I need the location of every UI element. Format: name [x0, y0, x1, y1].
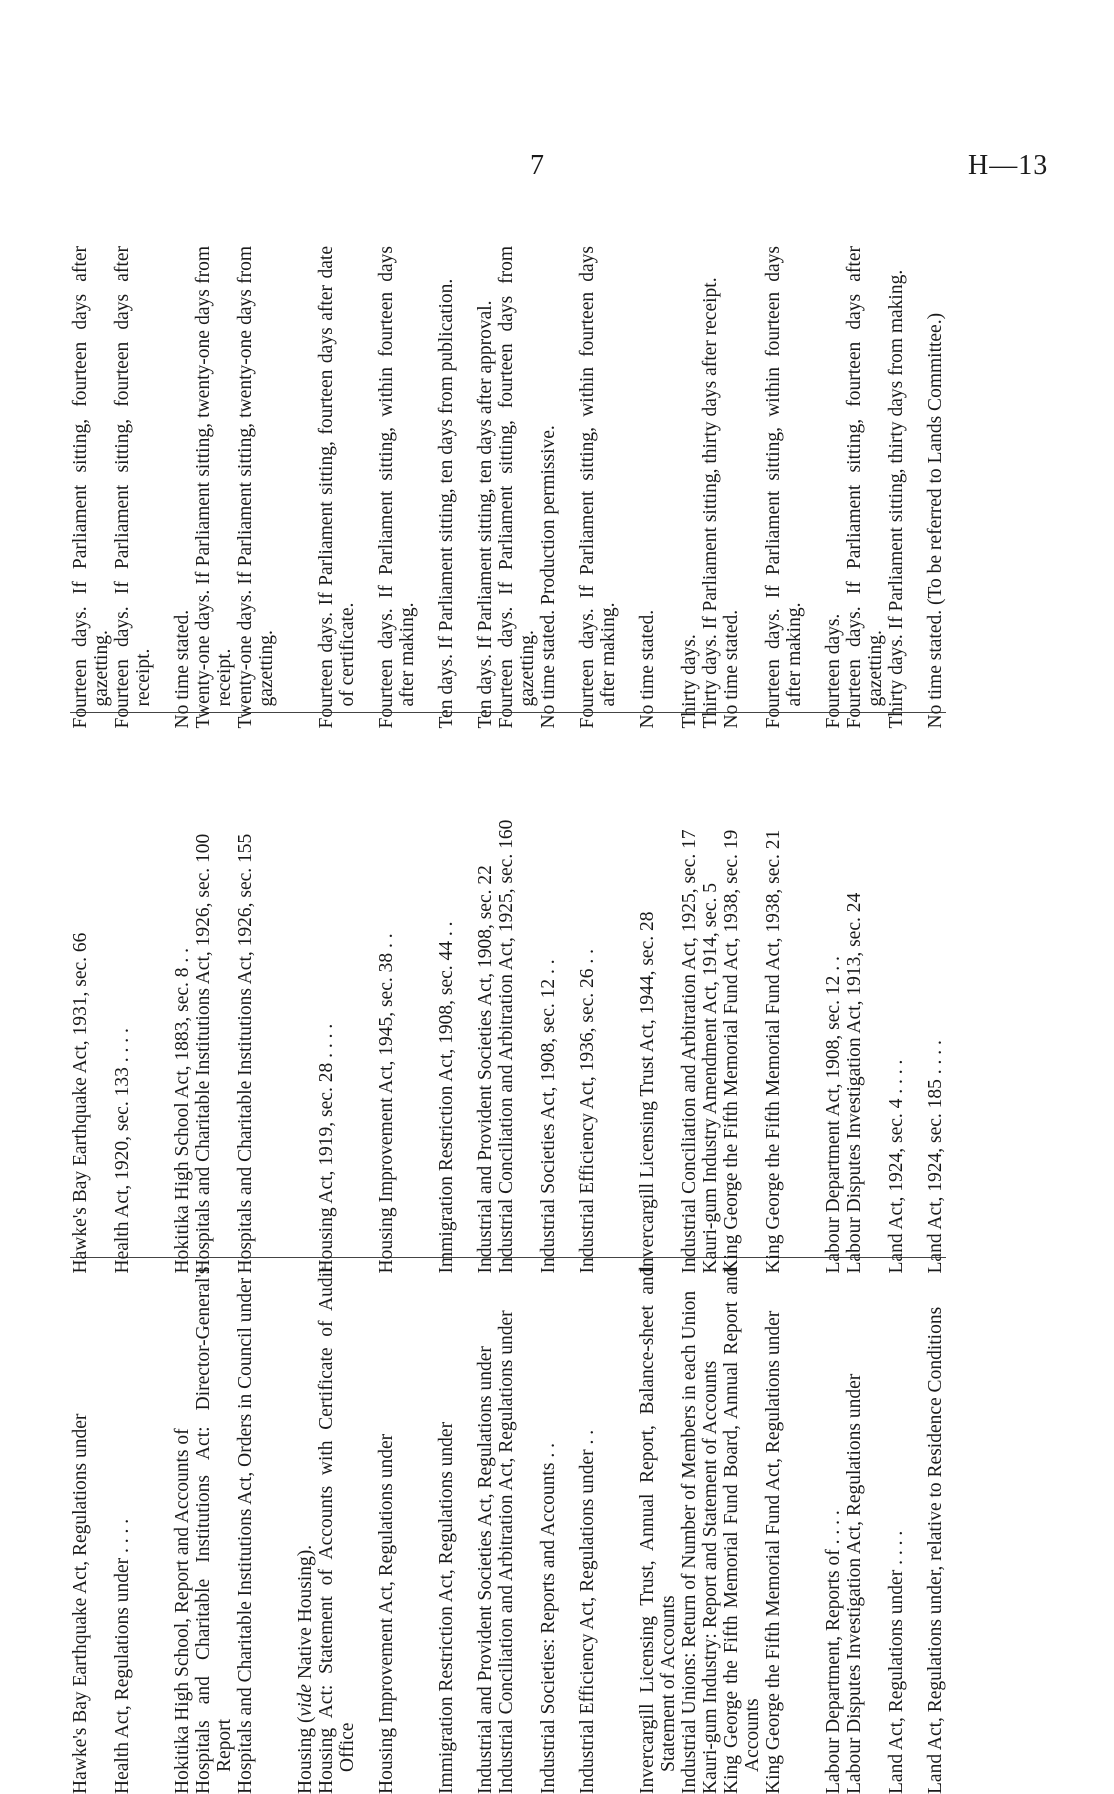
time-limit-cell: Fourteen days. If Parliament sitting, fourteen days after receipt. — [112, 238, 154, 713]
subject-cell: Housing Improvement Act, Regulations under — [376, 1433, 397, 1794]
authority-cell: Industrial Conciliation and Arbitration Act, 1925, sec. 160 — [496, 713, 538, 1258]
row-spacer — [559, 238, 577, 1778]
authority-cell: Hawke's Bay Earthquake Act, 1931, sec. 66 — [70, 713, 112, 1258]
table-row — [193, 238, 235, 1778]
subject-cell: Kauri-gum Industry: Report and Statement of Accounts — [700, 1360, 721, 1794]
time-limit-cell: No time stated. (To be referred to Lands Committee.) — [925, 238, 946, 713]
time-limit-cell: Thirty days. — [679, 238, 700, 713]
subject-cell: Housing Act: Statement of Accounts with Certificate of Audit Office — [316, 1266, 358, 1794]
time-limit-cell: Fourteen days. If Parliament sitting, within fourteen days after making. — [763, 238, 805, 713]
authority-cell: Industrial Efficiency Act, 1936, sec. 26 . . — [577, 713, 619, 1258]
table-row — [316, 238, 358, 1778]
subject-cell: King George the Fifth Memorial Fund Act, Regulations under — [763, 1310, 784, 1794]
time-limit-cell: Thirty days. If Parliament sitting, thirty days from making. — [886, 238, 907, 713]
table-row — [763, 238, 805, 1778]
row-spacer — [154, 238, 172, 1778]
subject-cell — [295, 1258, 316, 1794]
subject-cell: Invercargill Licensing Trust, Annual Report, Balance-sheet and Statement of Accounts — [637, 1266, 679, 1794]
subject-italic-text: vide — [295, 1684, 316, 1717]
row-spacer — [907, 238, 925, 1778]
subject-cell: Industrial and Provident Societies Act, Regulations under — [475, 1346, 496, 1794]
subject-cell: Hokitika High School, Report and Accounts of — [172, 1428, 193, 1794]
time-limit-cell: No time stated. — [637, 238, 679, 713]
subject-cell: Hawke's Bay Earthquake Act, Regulations under — [70, 1413, 91, 1794]
time-limit-cell: Twenty-one days. If Parliament sitting, twenty-one days from gazetting. — [235, 238, 277, 713]
subject-cell: Land Act, Regulations under . . . . — [886, 1530, 907, 1794]
authority-cell: Land Act, 1924, sec. 185 . . . . — [925, 713, 946, 1258]
table-row — [577, 238, 619, 1778]
authority-cell: Kauri-gum Industry Amendment Act, 1914, sec. 5 — [700, 713, 721, 1258]
time-limit-cell: Fourteen days. If Parliament sitting, within fourteen days after making. — [577, 238, 619, 713]
authority-cell: Health Act, 1920, sec. 133 . . . . — [112, 713, 154, 1258]
table-row — [886, 238, 907, 1778]
subject-text: Housing ( — [295, 1716, 316, 1794]
subject-cell: Labour Department, Reports of . . . . — [823, 1510, 844, 1794]
authority-cell: Hokitika High School Act, 1883, sec. 8 . . — [172, 713, 193, 1258]
rotated-table-container — [70, 238, 1070, 1794]
subject-cell: Land Act, Regulations under, relative to Residence Conditions — [925, 1306, 946, 1794]
table-row — [436, 238, 457, 1778]
authority-cell: Immigration Restriction Act, 1908, sec. 44 . . — [436, 713, 457, 1258]
table-row — [637, 238, 679, 1778]
table-row — [112, 238, 154, 1778]
time-limit-cell: Ten days. If Parliament sitting, ten days after approval. — [475, 238, 496, 713]
subject-cell: Health Act, Regulations under . . . . — [112, 1518, 133, 1794]
table-row — [823, 238, 844, 1778]
table-row — [700, 238, 721, 1778]
subject-cell: Immigration Restriction Act, Regulations under — [436, 1421, 457, 1794]
subject-cell: Hospitals and Charitable Institutions Act: Director-General's Report — [193, 1266, 235, 1794]
time-limit-cell — [295, 238, 316, 713]
time-limit-cell: Fourteen days. If Parliament sitting, fourteen days after gazetting. — [70, 238, 112, 713]
page-number: 7 — [530, 150, 544, 181]
authority-cell: Invercargill Licensing Trust Act, 1944, sec. 28 — [637, 713, 679, 1258]
time-limit-cell: Fourteen days. If Parliament sitting, fourteen days after gazetting. — [844, 238, 886, 713]
authority-cell: Industrial Conciliation and Arbitration Act, 1925, sec. 17 — [679, 713, 700, 1258]
table-row — [496, 238, 538, 1778]
authority-cell: Hospitals and Charitable Institutions Act, 1926, sec. 155 — [235, 713, 277, 1258]
time-limit-cell: Fourteen days. If Parliament sitting, within fourteen days after making. — [376, 238, 418, 713]
table-row — [295, 238, 316, 1778]
table-row — [172, 238, 193, 1778]
time-limit-cell: Fourteen days. If Parliament sitting, fourteen days from gazetting. — [496, 238, 538, 713]
time-limit-cell: Twenty-one days. If Parliament sitting, twenty-one days from receipt. — [193, 238, 235, 713]
row-spacer — [457, 238, 475, 1778]
subject-cell: King George the Fifth Memorial Fund Board, Annual Report and Accounts — [721, 1266, 763, 1794]
time-limit-cell: Fourteen days. If Parliament sitting, fourteen days after date of certificate. — [316, 238, 358, 713]
authority-cell: Hospitals and Charitable Institutions Act, 1926, sec. 100 — [193, 713, 235, 1258]
table-row — [235, 238, 277, 1778]
time-limit-cell: No time stated. Production permissive. — [538, 238, 559, 713]
subject-cell: Industrial Societies: Reports and Accounts . . — [538, 1443, 559, 1794]
table-row — [679, 238, 700, 1778]
table-row — [721, 238, 763, 1778]
table-row — [376, 238, 418, 1778]
authority-cell: Industrial and Provident Societies Act, 1908, sec. 22 — [475, 713, 496, 1258]
subject-cell: Hospitals and Charitable Institutions Act, Orders in Council under — [235, 1277, 256, 1794]
authority-cell: Housing Act, 1919, sec. 28 . . . . — [316, 713, 358, 1258]
row-spacer — [418, 238, 436, 1778]
authority-cell — [295, 713, 316, 1258]
row-spacer — [805, 238, 823, 1778]
table-row — [538, 238, 559, 1778]
authority-cell: King George the Fifth Memorial Fund Act, 1938, sec. 19 — [721, 713, 763, 1258]
authority-cell: Labour Department Act, 1908, sec. 12 . . — [823, 713, 844, 1258]
time-limit-cell: Ten days. If Parliament sitting, ten days from publication. — [436, 238, 457, 713]
time-limit-cell: No time stated. — [721, 238, 763, 713]
subject-cell: Industrial Efficiency Act, Regulations under . . — [577, 1429, 598, 1794]
time-limit-cell: No time stated. — [172, 238, 193, 713]
subject-cell: Industrial Unions: Return of Number of Members in each Union — [679, 1290, 700, 1794]
authority-cell: Industrial Societies Act, 1908, sec. 12 . . — [538, 713, 559, 1258]
authority-cell: Land Act, 1924, sec. 4 . . . . — [886, 713, 907, 1258]
regulations-table — [70, 238, 946, 1794]
row-spacer — [619, 238, 637, 1778]
time-limit-cell: Thirty days. If Parliament sitting, thirty days after receipt. — [700, 238, 721, 713]
page-code: H—13 — [968, 150, 1049, 181]
subject-cell: Labour Disputes Investigation Act, Regulations under — [844, 1373, 865, 1794]
authority-cell: Housing Improvement Act, 1945, sec. 38 . . — [376, 713, 418, 1258]
authority-cell: Labour Disputes Investigation Act, 1913, sec. 24 — [844, 713, 886, 1258]
time-limit-cell: Fourteen days. — [823, 238, 844, 713]
row-spacer — [358, 238, 376, 1778]
table-row — [475, 238, 496, 1778]
table-row — [844, 238, 886, 1778]
subject-text: Native Housing). — [295, 1544, 316, 1685]
row-spacer — [277, 238, 295, 1778]
authority-cell: King George the Fifth Memorial Fund Act, 1938, sec. 21 — [763, 713, 805, 1258]
table-row — [925, 238, 946, 1778]
table-row — [70, 238, 112, 1778]
subject-cell: Industrial Conciliation and Arbitration Act, Regulations under — [496, 1310, 517, 1794]
